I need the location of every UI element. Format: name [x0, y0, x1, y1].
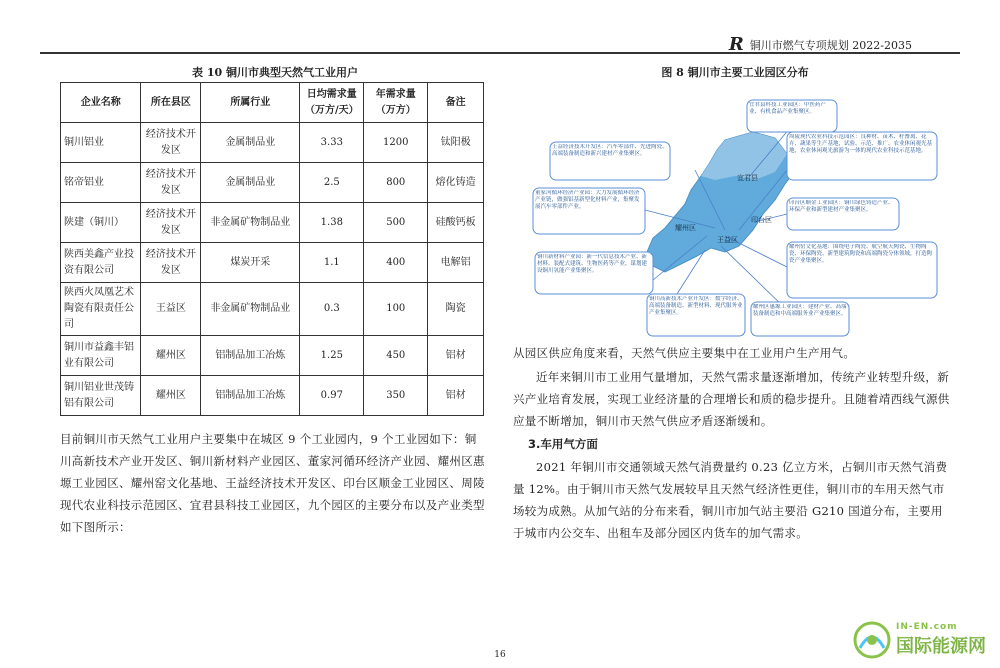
table-cell: 1.25 [300, 336, 364, 376]
table-cell: 经济技术开发区 [141, 203, 201, 243]
table-row [61, 163, 484, 203]
header-rule [40, 52, 960, 54]
section-heading: 3.车用气方面 [528, 437, 598, 451]
callout-box [787, 132, 937, 180]
table-cell: 1.1 [300, 243, 364, 283]
watermark [852, 620, 986, 660]
right-paragraph-2: 近年来铜川市工业用气量增加，天然气需求量逐渐增加，传统产业转型升级，新兴产业培育发展，实现工业经济量的合理增长和质的稳步提升。且随着靖西线气源供应量不断增加，铜川市天然气供应矛盾逐渐缓和。 [513, 370, 950, 428]
industrial-users-table [60, 82, 484, 416]
right-paragraph-1: 从园区供应角度来看，天然气供应主要集中在工业用户生产用气。 [513, 346, 856, 360]
table-cell: 铝制品加工冶炼 [201, 336, 300, 376]
callout-box [751, 302, 849, 336]
table-cell: 金属制品业 [201, 163, 300, 203]
place-label: 宜君县 [737, 174, 758, 182]
left-paragraph: 目前铜川市天然气工业用户主要集中在城区 9 个工业园内，9 个工业园如下：铜川高新技术产业开发区、铜川新材料产业园区、董家河循环经济产业园、耀州区惠塬工业园区、耀州窑文化基地、王益经济技术开发区、印台区顺金工业园区、周陵现代农业科技示范园区、宜君县科技工业园区，九个园区的主要分布以及产业类型如下图所示： [60, 432, 485, 534]
place-label: 耀州区 [675, 224, 696, 232]
table-cell: 钛阳极 [428, 123, 484, 163]
callout-text: 耀州区惠塬工业园区：建材产业、高端装备制造和中高端服务业产业集聚区。 [753, 304, 847, 317]
callout-text: 宜君县科技工业园区：中医药产业、有机食品产业集聚区。 [749, 102, 827, 115]
industrial-park-map [525, 80, 945, 340]
table-row [61, 123, 484, 163]
table-cell: 450 [364, 336, 428, 376]
table-header-cell: 备注 [428, 83, 484, 123]
table-cell: 陕建（铜川） [61, 203, 141, 243]
watermark-brand: 国际能源网 [896, 636, 986, 657]
table-cell: 100 [364, 283, 428, 336]
callout-text: 铜川新材料产业园：新一代信息技术产业、新材料、装配式建筑、生物医药等产业，谋划建设铜川氢能产业集聚区。 [537, 254, 648, 274]
table-cell: 铜川铝业世茂铸铝有限公司 [61, 376, 141, 416]
table-cell: 400 [364, 243, 428, 283]
page-number: 16 [494, 650, 506, 660]
table-header-cell: 所在县区 [141, 83, 201, 123]
table-cell: 2.5 [300, 163, 364, 203]
table-cell: 金属制品业 [201, 123, 300, 163]
table-cell: 硅酸钙板 [428, 203, 484, 243]
report-logo-icon: R [728, 34, 744, 55]
place-label: 王益区 [717, 236, 738, 244]
table-cell: 陶瓷 [428, 283, 484, 336]
table-header-cell: 年需求量（万方） [364, 83, 428, 123]
watermark-logo-icon [852, 620, 892, 660]
table-cell: 王益区 [141, 283, 201, 336]
table-cell: 铝材 [428, 376, 484, 416]
table-cell: 铜川铝业 [61, 123, 141, 163]
figure-title: 图 8 铜川市主要工业园区分布 [661, 66, 809, 79]
table-cell: 800 [364, 163, 428, 203]
table-row [61, 376, 484, 416]
table-cell: 3.33 [300, 123, 364, 163]
callout-box [535, 252, 653, 294]
callout-text: 耀州窑文化基地：围绕电子陶瓷、航空航天陶瓷、生物陶瓷、环保陶瓷、新型建筑陶瓷和高端陶瓷分体领域，打造陶瓷产业集聚区。 [789, 244, 933, 264]
place-label: 印台区 [751, 216, 772, 224]
table-cell: 铭帝铝业 [61, 163, 141, 203]
callout-text: 铜川高新技术产业开发区：数字经济、高端装备制造、新型材料、现代服务业产业集聚区。 [649, 296, 743, 316]
table-cell: 铜川市益鑫丰铝业有限公司 [61, 336, 141, 376]
table-cell: 电解铝 [428, 243, 484, 283]
table-cell: 500 [364, 203, 428, 243]
table-title: 表 10 铜川市典型天然气工业用户 [192, 66, 358, 79]
table-cell: 经济技术开发区 [141, 163, 201, 203]
table-cell: 0.3 [300, 283, 364, 336]
table-row [61, 283, 484, 336]
table-cell: 铝材 [428, 336, 484, 376]
table-cell: 350 [364, 376, 428, 416]
table-cell: 经济技术开发区 [141, 243, 201, 283]
callout-text: 周陵现代农业科技示范园区：良种材、苗木、籽畜禽、花卉、蔬果等生产基地，试验、示范、推广、农业休闲观光基地，农业休闲观光旅游为一体的现代农业科技示范基地。 [789, 134, 933, 154]
table-cell: 陕西火凤凰艺术陶瓷有限责任公司 [61, 283, 141, 336]
table-cell: 铝制品加工冶炼 [201, 376, 300, 416]
table-row [61, 243, 484, 283]
callout-text: 董家河循环经济产业园：大力发展循环经济产业链，做强铝基新型化材料产业，集聚发展汽车零部件产业。 [535, 190, 640, 210]
callout-text: 印台区顺金工业园区：铜川绿色铸造产业、环保产业和新型建材产业集聚区。 [789, 200, 894, 213]
callout-box [533, 188, 645, 234]
table-cell: 熔化铸造 [428, 163, 484, 203]
table-row [61, 336, 484, 376]
table-cell: 非金属矿物制品业 [201, 203, 300, 243]
table-header-cell: 所属行业 [201, 83, 300, 123]
callout-box [747, 100, 837, 132]
header-title: 铜川市燃气专项规划 2022-2035 [749, 38, 912, 52]
table-header-cell: 日均需求量（万方/天） [300, 83, 364, 123]
table-cell: 1.38 [300, 203, 364, 243]
table-cell: 0.97 [300, 376, 364, 416]
table-cell: 耀州区 [141, 376, 201, 416]
table-header-cell: 企业名称 [61, 83, 141, 123]
table-cell: 非金属矿物制品业 [201, 283, 300, 336]
table-cell: 陕西美鑫产业投资有限公司 [61, 243, 141, 283]
table-cell: 耀州区 [141, 336, 201, 376]
table-cell: 1200 [364, 123, 428, 163]
table-row [61, 203, 484, 243]
callout-box [550, 142, 670, 180]
callout-box [647, 294, 745, 336]
watermark-domain: IN-EN.com [896, 622, 958, 632]
table-cell: 经济技术开发区 [141, 123, 201, 163]
table-header-row [61, 83, 484, 123]
callout-box [787, 198, 899, 230]
callout-box [787, 242, 937, 298]
right-paragraph-3: 2021 年铜川市交通领域天然气消费量约 0.23 亿立方米，占铜川市天然气消费量 12%。由于铜川市天然气发展较早且天然气经济性更佳，铜川市的车用天然气市场较为成熟。从加气站的分布来看，铜川市加气站主要沿 G210 国道分布，主要用于城市内公交车、出租车及部分园区内货车的加气需求。 [513, 460, 948, 540]
table-cell: 煤炭开采 [201, 243, 300, 283]
callout-text: 王益经济技术开发区：汽车零部件、先进陶瓷、高端装备制造和新兴建材产业集聚区。 [552, 144, 668, 157]
